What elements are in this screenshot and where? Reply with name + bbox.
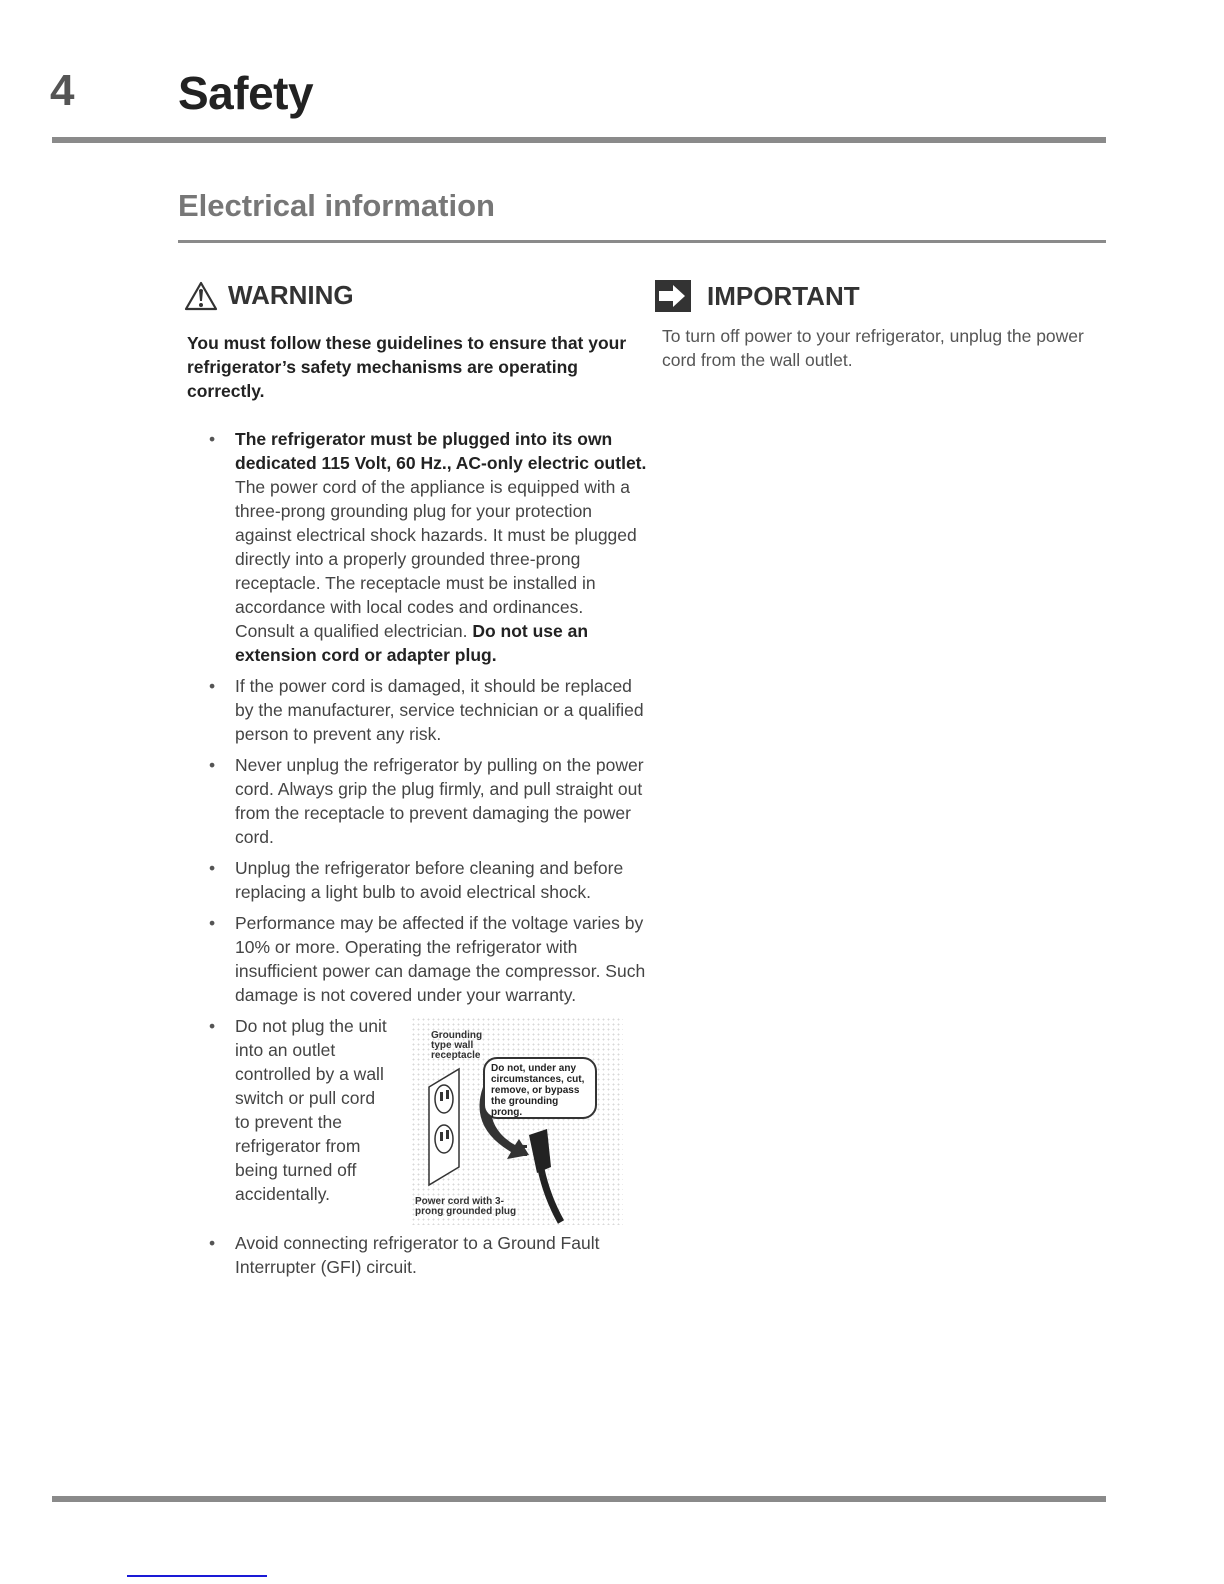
arrow-right-icon <box>655 280 691 312</box>
list-item <box>187 674 647 746</box>
list-item <box>187 911 647 1007</box>
cord-label: Power cord with 3-prong grounded plug <box>415 1196 517 1217</box>
important-text: To turn off power to your refrigerator, unplug the power cord from the wall outlet. <box>662 326 1084 370</box>
list-item <box>187 427 647 667</box>
chapter-title: Safety <box>178 67 314 119</box>
warning-bullet-list <box>187 427 647 1286</box>
list-item <box>187 856 647 904</box>
receptacle-label: Grounding type wall receptacle <box>431 1030 483 1061</box>
important-heading <box>655 280 860 312</box>
bullet-text: Unplug the refrigerator before cleaning and before replacing a light bulb to avoid electrical shock. <box>235 858 624 902</box>
bullet-text: Avoid connecting refrigerator to a Ground Fault Interrupter (GFI) circuit. <box>235 1233 600 1277</box>
bullet-bold-end: Do not use an extension cord or adapter plug. <box>235 621 589 665</box>
outlet-and-plug-icon <box>411 1017 623 1225</box>
bullet-icon: • <box>209 1016 216 1036</box>
bullet-text: The power cord of the appliance is equipped with a three-prong grounding plug for your protection against electrical shock hazards. It must be plugged directly into a properly grounded three-prong receptacle. The receptacle must be installed in accordance with local codes and ordinances. Consult a qualified electrician. <box>235 477 637 641</box>
bullet-icon: • <box>209 1233 216 1253</box>
section-title: Electrical information <box>178 188 495 223</box>
list-item <box>187 1231 647 1279</box>
bullet-text: If the power cord is damaged, it should be replaced by the manufacturer, service technician or a qualified person to prevent any risk. <box>235 676 644 744</box>
list-item <box>187 753 647 849</box>
bullet-icon: • <box>209 755 216 775</box>
bullet-icon: • <box>209 676 216 696</box>
callout-bubble: Do not, under any circumstances, cut, remove, or bypass the grounding prong. <box>483 1057 597 1119</box>
bullet-icon: • <box>209 858 216 878</box>
bullet-bold-lead: The refrigerator must be plugged into its own dedicated 115 Volt, 60 Hz., AC-only electric outlet. <box>235 429 647 473</box>
warning-triangle-icon <box>184 281 218 311</box>
footer-divider <box>52 1496 1106 1502</box>
grounding-plug-illustration <box>411 1017 623 1225</box>
warning-label: WARNING <box>228 280 354 310</box>
bullet-icon: • <box>209 429 216 449</box>
warning-intro: You must follow these guidelines to ensure that your refrigerator’s safety mechanisms are operating correctly. <box>187 333 627 401</box>
footer-link-underline[interactable] <box>127 1575 267 1577</box>
bullet-text: Never unplug the refrigerator by pulling on the power cord. Always grip the plug firmly, and pull straight out from the receptacle to prevent damaging the power cord. <box>235 755 644 847</box>
chapter-number: 4 <box>50 66 75 115</box>
bullet-icon: • <box>209 913 216 933</box>
bullet-text: Do not plug the unit into an outlet controlled by a wall switch or pull cord to prevent the refrigerator from being turned off accidentally. <box>235 1016 387 1204</box>
section-divider <box>178 240 1106 243</box>
header-divider <box>52 137 1106 143</box>
warning-heading <box>184 280 354 311</box>
important-label: IMPORTANT <box>707 280 860 311</box>
list-item <box>187 1014 647 1224</box>
bullet-text: Performance may be affected if the voltage varies by 10% or more. Operating the refrigerator with insufficient power can damage the compressor. Such damage is not covered under your warranty. <box>235 913 646 1005</box>
